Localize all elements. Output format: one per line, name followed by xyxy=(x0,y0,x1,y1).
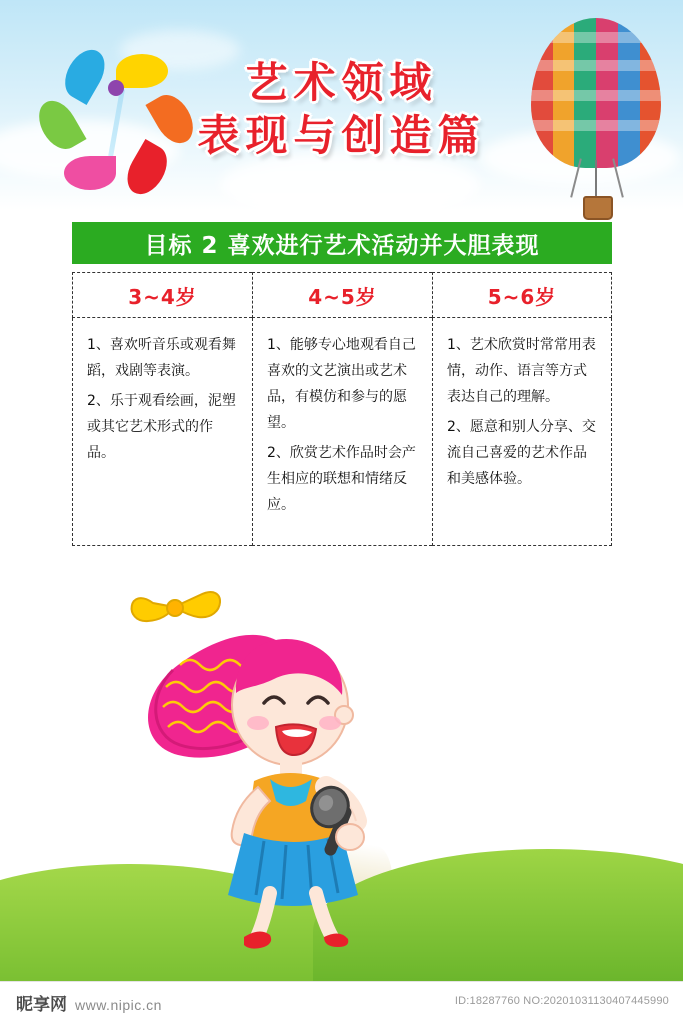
footer-bar xyxy=(0,981,683,1024)
table-column xyxy=(252,272,432,546)
balloon-basket xyxy=(583,196,613,220)
column-body xyxy=(72,318,252,546)
title-line-2: 表现与创造篇 xyxy=(197,111,486,160)
brand-url[interactable]: www.nipic.cn xyxy=(75,997,162,1013)
hand-shape xyxy=(336,824,364,850)
title-line-1: 艺术领域 xyxy=(245,58,438,107)
image-id-text: ID:18287760 NO:20201031130407445990 xyxy=(454,995,669,1007)
goal-banner: 目标 2 喜欢进行艺术活动并大胆表现 xyxy=(72,222,612,264)
pinwheel-hub xyxy=(108,80,124,96)
page-title xyxy=(0,58,683,164)
table-column xyxy=(72,272,252,546)
column-header-age: 4~5岁 xyxy=(252,272,432,318)
brand-name: 昵享网 xyxy=(16,995,67,1015)
site-brand[interactable] xyxy=(16,990,162,1015)
column-header-age: 5~6岁 xyxy=(432,272,612,318)
list-item: 2、欣赏艺术作品时会产生相应的联想和情绪反应。 xyxy=(267,445,416,513)
list-item: 1、喜欢听音乐或观看舞蹈，戏剧等表演。 xyxy=(87,337,236,379)
table-column xyxy=(432,272,612,546)
list-item: 2、愿意和别人分享、交流自己喜爱的艺术作品和美感体验。 xyxy=(447,419,596,487)
balloon-rope xyxy=(595,160,597,196)
list-item: 2、乐于观看绘画，泥塑或其它艺术形式的作品。 xyxy=(87,393,236,461)
list-item: 1、艺术欣赏时常常用表情，动作、语言等方式表达自己的理解。 xyxy=(447,337,596,405)
column-body xyxy=(432,318,612,546)
singing-girl-illustration xyxy=(118,575,438,965)
column-body xyxy=(252,318,432,546)
column-header-age: 3~4岁 xyxy=(72,272,252,318)
age-table xyxy=(72,272,612,546)
list-item: 1、能够专心地观看自己喜欢的文艺演出或艺术品，有模仿和参与的愿望。 xyxy=(267,337,416,431)
hair-bow-icon xyxy=(132,592,220,621)
